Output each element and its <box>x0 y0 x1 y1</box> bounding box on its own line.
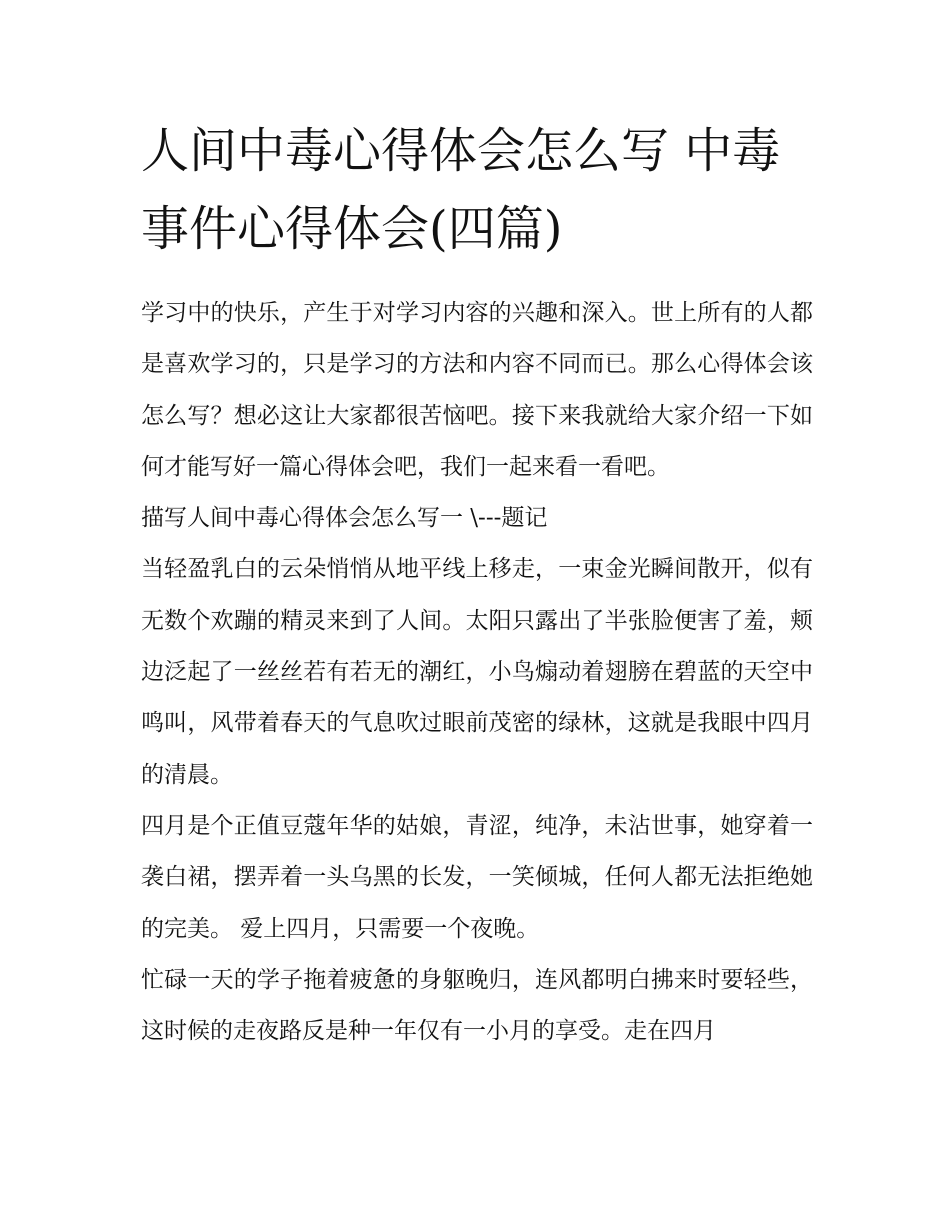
document-page <box>141 112 813 1057</box>
intro-paragraph: 学习中的快乐，产生于对学习内容的兴趣和深入。世上所有的人都是喜欢学习的，只是学习的方法和内容不同而已。那么心得体会该怎么写？想必这让大家都很苦恼吧。接下来我就给大家介绍一下如何才能写好一篇心得体会吧，我们一起来看一看吧。 <box>141 300 813 480</box>
document-title: 人间中毒心得体会怎么写 中毒事件心得体会(四篇) <box>141 123 781 257</box>
body-paragraph: 四月是个正值豆蔻年华的姑娘，青涩，纯净，未沾世事，她穿着一袭白裙，摆弄着一头乌黑的长发，一笑倾城，任何人都无法拒绝她的完美。 爱上四月，只需要一个夜晚。 <box>141 812 813 942</box>
body-paragraph: 忙碌一天的学子拖着疲惫的身躯晚归，连风都明白拂来时要轻些，这时候的走夜路反是种一年仅有一小月的享受。走在四月 <box>141 966 813 1045</box>
body-paragraph: 当轻盈乳白的云朵悄悄从地平线上移走，一束金光瞬间散开，似有无数个欢蹦的精灵来到了人间。太阳只露出了半张脸便害了羞，颊边泛起了一丝丝若有若无的潮红，小鸟煽动着翅膀在碧蓝的天空中鸣叫，风带着春天的气息吹过眼前茂密的绿林，这就是我眼中四月的清晨。 <box>141 556 813 788</box>
section-heading: 描写人间中毒心得体会怎么写一 \---题记 <box>141 505 548 532</box>
